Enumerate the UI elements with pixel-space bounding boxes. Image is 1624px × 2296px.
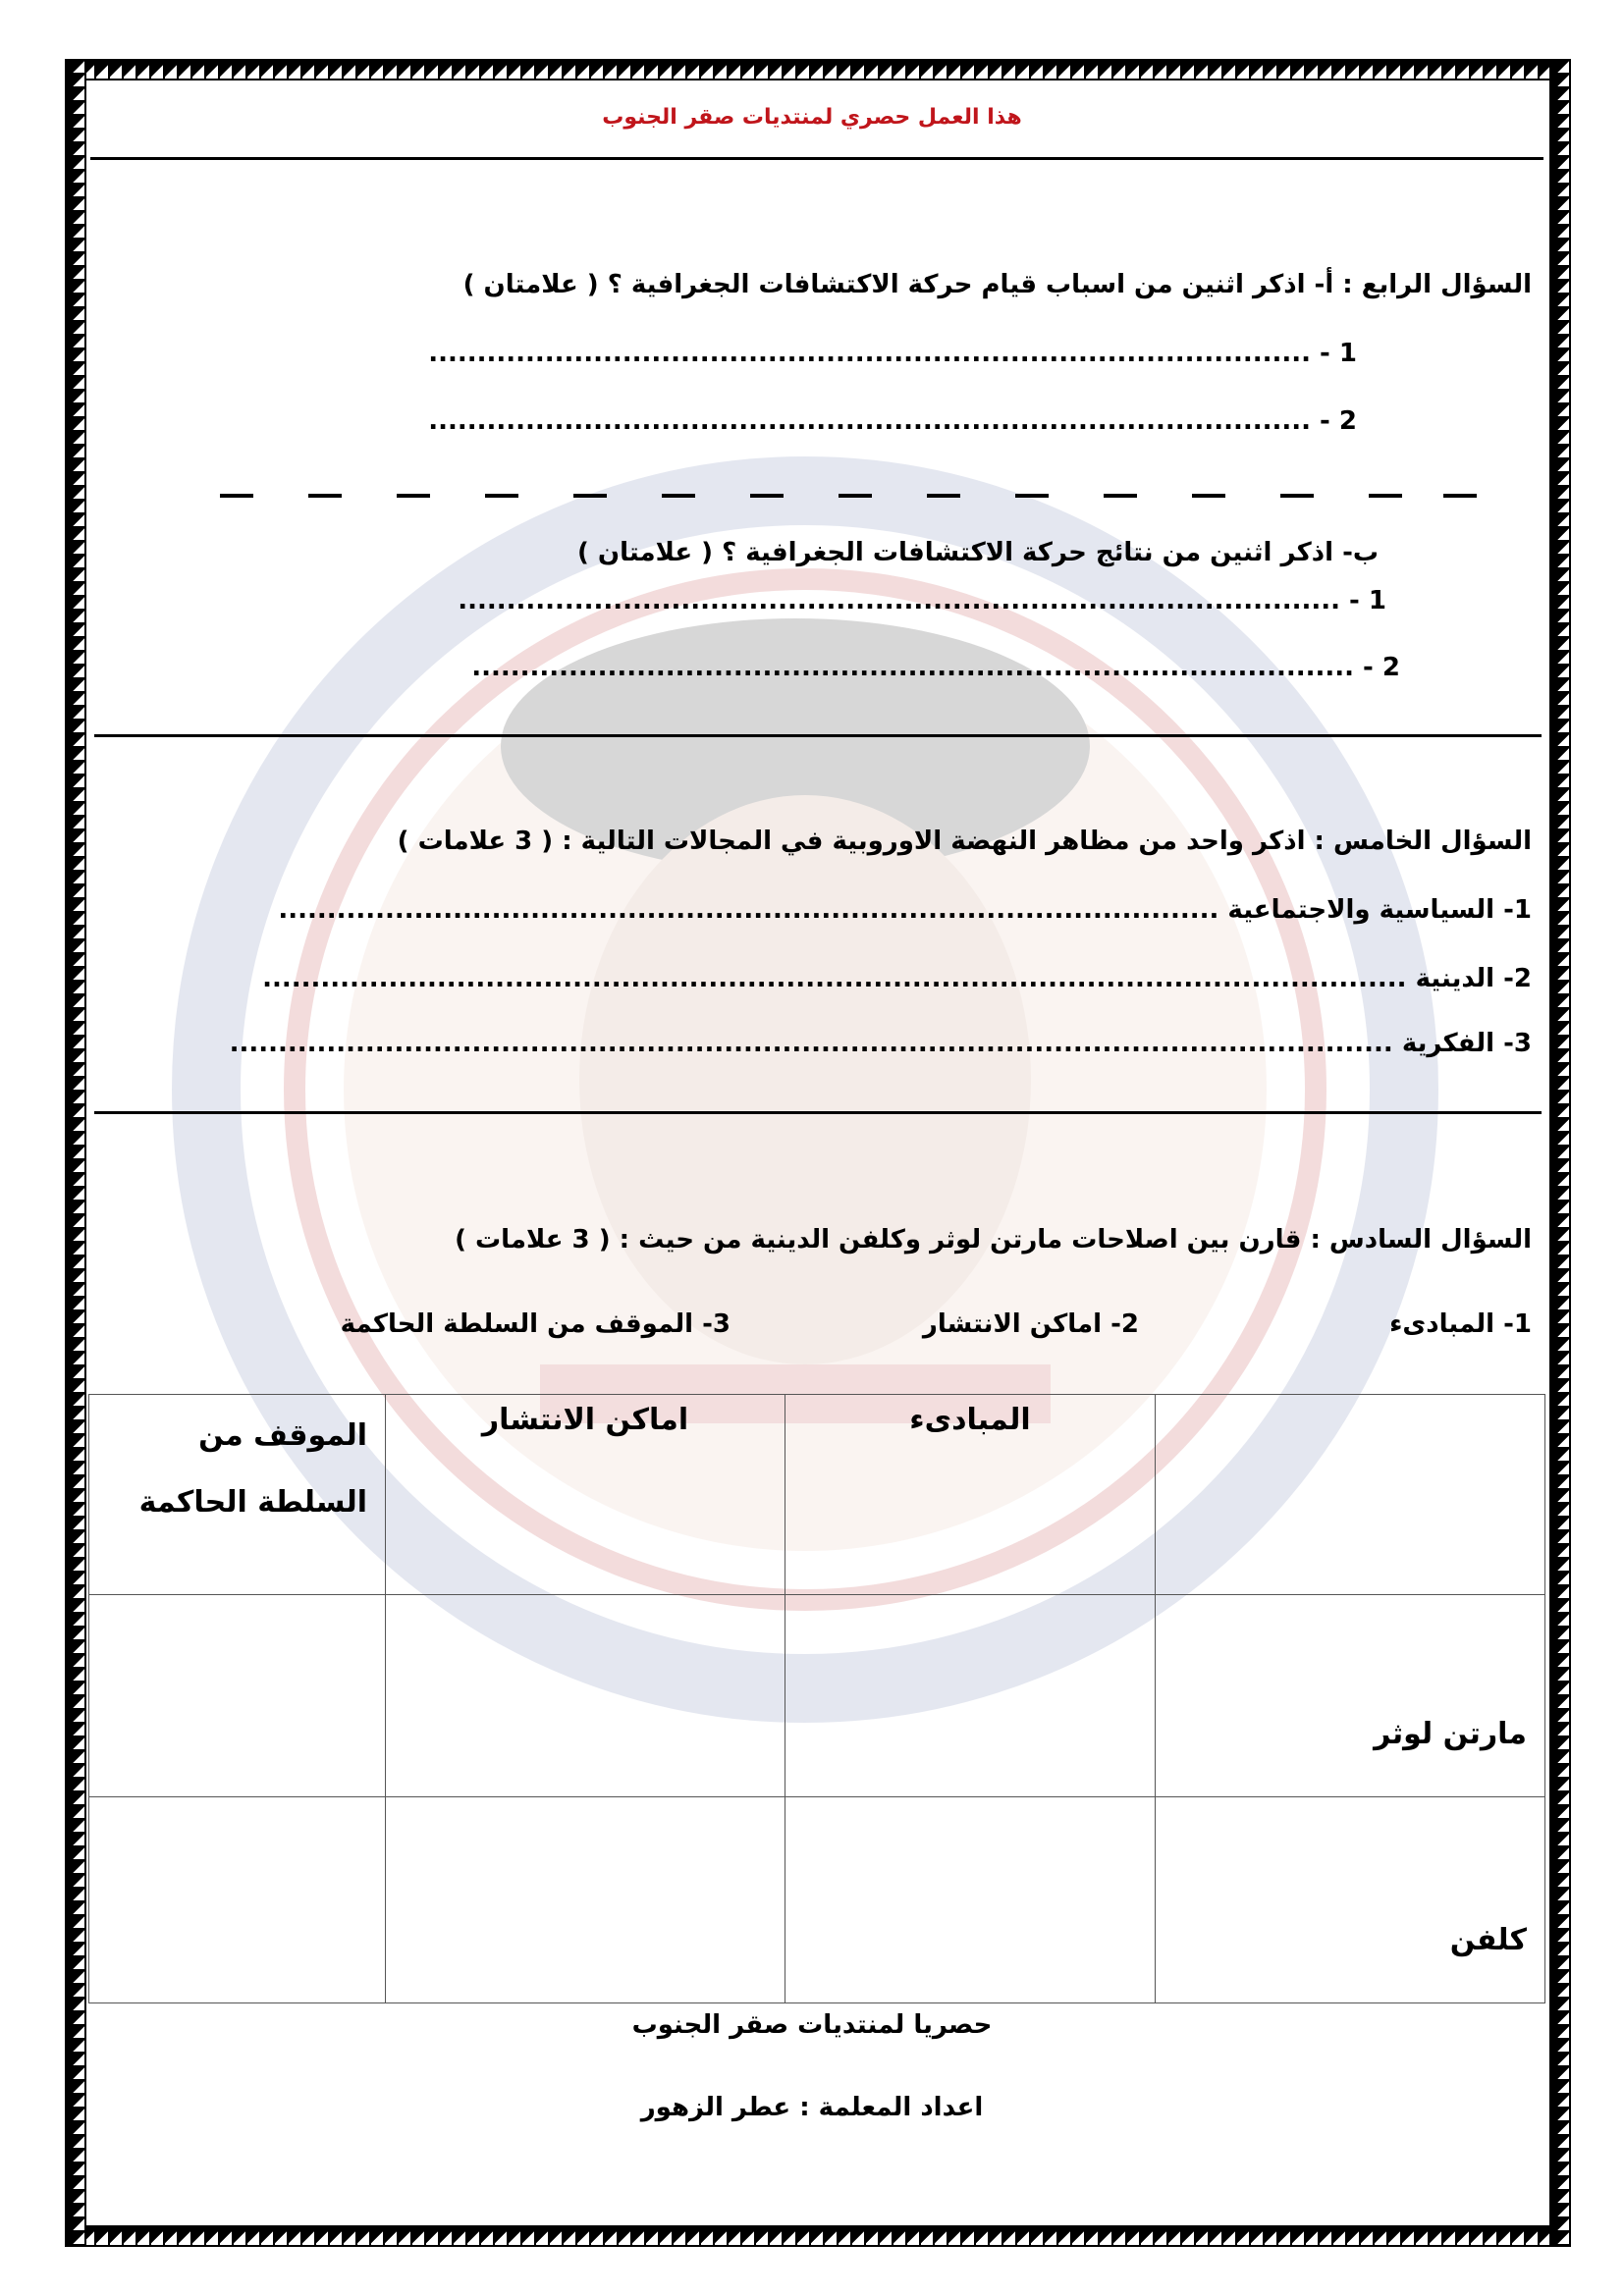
q5-answer-religious: 2- الدينية ...................................................................................................................... <box>262 964 1532 993</box>
q6-criterion-3: 3- الموقف من السلطة الحاكمة <box>340 1309 731 1339</box>
table-cell[interactable] <box>89 1595 386 1797</box>
q6-criterion-1: 1- المبادىء <box>1389 1309 1532 1339</box>
table-row <box>89 1595 1545 1797</box>
q5-divider <box>94 1111 1542 1114</box>
q5-title: السؤال الخامس : اذكر واحد من مظاهر النهضة الاوروبية في المجالات التالية : ( 3 علامات ) <box>397 827 1532 856</box>
q5-answer-intellectual: 3- الفكرية ........................................................................................................................ <box>229 1029 1532 1058</box>
q4-divider <box>94 734 1542 737</box>
border-left <box>65 59 86 2247</box>
table-header-stance: الموقف من السلطة الحاكمة <box>89 1395 386 1595</box>
table-row <box>89 1797 1545 2003</box>
border-top <box>65 59 1571 80</box>
q4-b-title: ب- اذكر اثنين من نتائج حركة الاكتشافات الجغرافية ؟ ( علامتان ) <box>576 538 1379 567</box>
border-bottom <box>65 2225 1571 2247</box>
table-cell[interactable] <box>785 1797 1156 2003</box>
table-cell[interactable] <box>785 1595 1156 1797</box>
q4-a-answer-1: 1 - ........................................................................................... <box>428 339 1357 368</box>
q4-b-answer-2: 2 - ........................................................................................... <box>471 653 1400 682</box>
table-header-principles: المبادىء <box>785 1395 1156 1595</box>
table-header-row <box>89 1395 1545 1595</box>
table-cell[interactable] <box>386 1797 785 2003</box>
q4-b-answer-1: 1 - ........................................................................................... <box>458 586 1386 615</box>
table-row-head-calvin: كلفن <box>1156 1797 1545 2003</box>
table-cell[interactable] <box>386 1595 785 1797</box>
table-cell[interactable] <box>89 1797 386 2003</box>
table-row-head-luther: مارتن لوثر <box>1156 1595 1545 1797</box>
q4-title: السؤال الرابع : أ- اذكر اثنين من اسباب قيام حركة الاكتشافات الجغرافية ؟ ( علامتان ) <box>462 270 1532 299</box>
q6-criterion-2: 2- اماكن الانتشار <box>922 1309 1139 1339</box>
q4-a-answer-2: 2 - ........................................................................................... <box>428 406 1357 436</box>
header-divider <box>90 157 1543 160</box>
table-header-cell-corner <box>1156 1395 1545 1595</box>
q6-title: السؤال السادس : قارن بين اصلاحات مارتن لوثر وكلفن الدينية من حيث : ( 3 علامات ) <box>455 1225 1532 1255</box>
page-header: هذا العمل حصري لمنتديات صقر الجنوب <box>602 105 1022 130</box>
footer-prepared-by: اعداد المعلمة : عطر الزهور <box>640 2093 984 2122</box>
border-right <box>1549 59 1571 2247</box>
footer-exclusive: حصريا لمنتديات صقر الجنوب <box>631 2010 993 2040</box>
q5-answer-political: 1- السياسية والاجتماعية ................................................................................................. <box>278 895 1532 925</box>
comparison-table <box>88 1394 1545 2003</box>
table-header-spread: اماكن الانتشار <box>386 1395 785 1595</box>
